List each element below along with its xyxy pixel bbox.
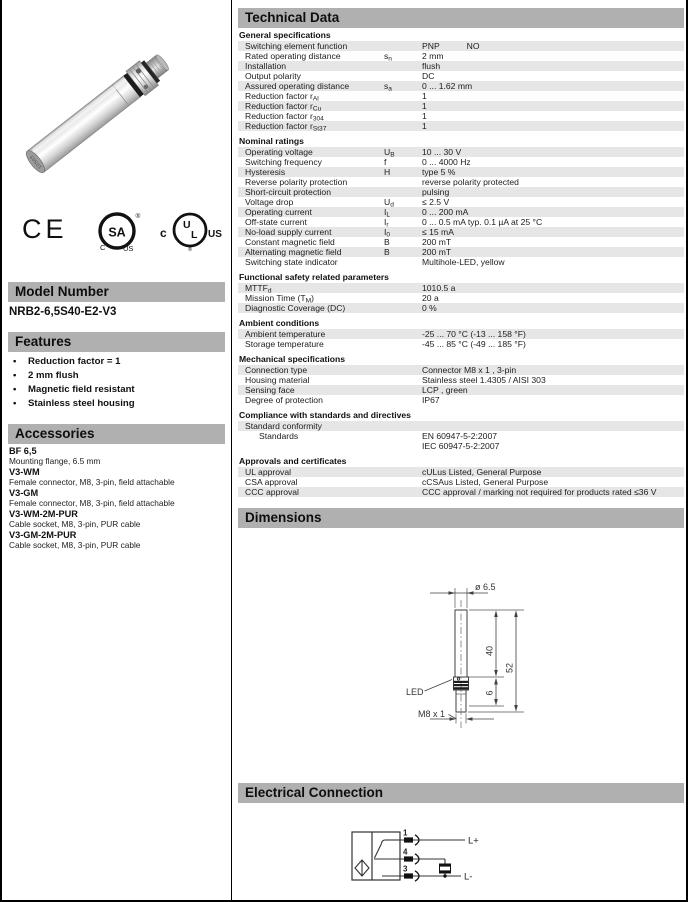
accessory-desc: Mounting flange, 6.5 mm bbox=[9, 455, 101, 466]
accessory-name: V3-WM-2M-PUR bbox=[9, 509, 78, 519]
certification-marks bbox=[0, 200, 232, 262]
spec-row bbox=[238, 293, 684, 303]
spec-symbol bbox=[384, 421, 422, 431]
ce-mark-icon: CE bbox=[22, 214, 68, 244]
spec-row bbox=[238, 187, 684, 197]
spec-value: flush bbox=[422, 60, 441, 71]
feature-text: Stainless steel housing bbox=[28, 398, 135, 409]
page-border-left bbox=[0, 0, 2, 902]
spec-label: Reduction factor $r_{St37}$ bbox=[245, 120, 327, 132]
feature-item bbox=[13, 371, 218, 381]
spec-symbol bbox=[384, 61, 422, 71]
spec-row bbox=[238, 167, 684, 177]
spec-section-title: Compliance with standards and directives bbox=[239, 409, 411, 420]
spec-row bbox=[238, 375, 684, 385]
spec-label: No-load supply current bbox=[245, 226, 332, 237]
dim-6-label: 6 bbox=[484, 690, 495, 696]
accessory-item bbox=[9, 467, 224, 487]
spec-value: 10 ... 30 V bbox=[422, 146, 462, 157]
spec-value: type 5 % bbox=[422, 166, 456, 177]
supply-minus-label: L- bbox=[464, 871, 473, 883]
spec-symbol: $s_a$ bbox=[384, 80, 392, 92]
spec-value: 0 % bbox=[422, 302, 437, 313]
spec-label: Installation bbox=[245, 60, 287, 71]
svg-text:SA: SA bbox=[108, 225, 126, 240]
spec-value: PNP NO bbox=[422, 40, 480, 51]
spec-symbol bbox=[384, 101, 422, 111]
bullet-icon: • bbox=[13, 384, 17, 395]
spec-row bbox=[238, 339, 684, 349]
accessory-item bbox=[9, 446, 224, 466]
svg-text:c: c bbox=[160, 226, 167, 240]
spec-row bbox=[238, 227, 684, 237]
bullet-icon: • bbox=[13, 370, 17, 381]
spec-label: Reduction factor $r_{Al}$ bbox=[245, 90, 319, 102]
pin-3-label: 3 bbox=[403, 864, 408, 874]
dim-52-label: 52 bbox=[504, 662, 515, 674]
spec-label: CSA approval bbox=[245, 476, 298, 487]
spec-section-title: Ambient conditions bbox=[239, 317, 320, 328]
spec-label: Output polarity bbox=[245, 70, 301, 81]
feature-text: Reduction factor = 1 bbox=[28, 356, 121, 367]
spec-row bbox=[238, 41, 684, 51]
spec-label: Switching element function bbox=[245, 40, 348, 51]
spec-symbol: B bbox=[384, 236, 390, 247]
spec-symbol bbox=[384, 257, 422, 267]
spec-value: 20 a bbox=[422, 292, 439, 303]
spec-row bbox=[238, 467, 684, 477]
spec-value: Stainless steel 1.4305 / AISI 303 bbox=[422, 374, 546, 385]
spec-symbol: B bbox=[384, 246, 390, 257]
spec-row bbox=[238, 237, 684, 247]
spec-row bbox=[238, 217, 684, 227]
spec-value: 200 mT bbox=[422, 246, 452, 257]
spec-symbol bbox=[384, 487, 422, 497]
spec-value: 1 bbox=[422, 120, 427, 131]
feature-item bbox=[13, 399, 218, 409]
dim-diameter-label: ø 6.5 bbox=[475, 582, 496, 592]
engraving-text: 10S03 bbox=[28, 153, 44, 170]
spec-symbol bbox=[384, 121, 422, 131]
spec-symbol bbox=[384, 293, 422, 303]
spec-section-title: Mechanical specifications bbox=[239, 353, 346, 364]
supply-plus-label: L+ bbox=[468, 835, 479, 847]
csa-mark-icon bbox=[100, 212, 141, 253]
spec-symbol bbox=[384, 339, 422, 349]
spec-symbol bbox=[384, 375, 422, 385]
connector-contacts bbox=[404, 835, 419, 881]
spec-label: CCC approval bbox=[245, 486, 299, 497]
spec-label: Housing material bbox=[245, 374, 310, 385]
dimensions-header: Dimensions bbox=[238, 508, 684, 528]
accessory-name: V3-GM-2M-PUR bbox=[9, 530, 77, 540]
spec-value: IP67 bbox=[422, 394, 440, 405]
spec-symbol bbox=[384, 395, 422, 405]
spec-label: Sensing face bbox=[245, 384, 295, 395]
spec-value: 1010.5 a bbox=[422, 282, 456, 293]
spec-value: reverse polarity protected bbox=[422, 176, 519, 187]
spec-symbol bbox=[384, 365, 422, 375]
spec-label: Voltage drop bbox=[245, 196, 294, 207]
spec-symbol bbox=[384, 431, 422, 451]
feature-item bbox=[13, 357, 218, 367]
spec-symbol bbox=[384, 283, 422, 293]
spec-symbol: $U_d$ bbox=[384, 196, 394, 208]
accessory-item bbox=[9, 509, 224, 529]
spec-symbol bbox=[384, 477, 422, 487]
spec-label: Ambient temperature bbox=[245, 328, 326, 339]
svg-text:®: ® bbox=[135, 213, 141, 220]
spec-label: Mission Time $(T_M)$ bbox=[245, 292, 315, 304]
technical-table bbox=[238, 28, 684, 497]
spec-label: Standards bbox=[259, 430, 299, 441]
spec-row bbox=[238, 283, 684, 293]
dim-40-label: 40 bbox=[484, 645, 495, 657]
spec-value: -45 ... 85 °C (-49 ... 185 °F) bbox=[422, 338, 526, 349]
ul-mark-icon bbox=[160, 214, 222, 253]
spec-symbol bbox=[384, 467, 422, 477]
svg-text:US: US bbox=[208, 229, 222, 240]
spec-value: 1 bbox=[422, 100, 427, 111]
knurl-rings bbox=[454, 681, 469, 690]
spec-value: CCC approval / marking not required for products rated ≤36 V bbox=[422, 486, 657, 497]
spec-value: Connector M8 x 1 , 3-pin bbox=[422, 364, 517, 375]
svg-text:C: C bbox=[100, 243, 106, 252]
spec-row bbox=[238, 329, 684, 339]
spec-row bbox=[238, 477, 684, 487]
spec-label: Storage temperature bbox=[245, 338, 324, 349]
spec-label: Operating current bbox=[245, 206, 312, 217]
spec-value: cCSAus Listed, General Purpose bbox=[422, 476, 549, 487]
spec-row bbox=[238, 157, 684, 167]
spec-symbol bbox=[384, 329, 422, 339]
feature-item bbox=[13, 385, 218, 395]
spec-symbol bbox=[384, 177, 422, 187]
spec-row bbox=[238, 385, 684, 395]
electrical-connection-header: Electrical Connection bbox=[238, 783, 684, 803]
spec-label: UL approval bbox=[245, 466, 292, 477]
spec-value: ≤ 15 mA bbox=[422, 226, 454, 237]
spec-value: pulsing bbox=[422, 186, 450, 197]
spec-symbol: $U_B$ bbox=[384, 146, 395, 158]
accessories-header: Accessories bbox=[8, 424, 225, 444]
svg-text:L: L bbox=[191, 229, 198, 241]
spec-label: Diagnostic Coverage (DC) bbox=[245, 302, 346, 313]
spec-row bbox=[238, 81, 684, 91]
spec-label: Standard conformity bbox=[245, 420, 322, 431]
switch-symbol bbox=[374, 840, 400, 876]
spec-value: -25 ... 70 °C (-13 ... 158 °F) bbox=[422, 328, 526, 339]
spec-row bbox=[238, 257, 684, 267]
spec-value: cULus Listed, General Purpose bbox=[422, 466, 542, 477]
spec-label: Assured operating distance bbox=[245, 80, 350, 91]
spec-row bbox=[238, 101, 684, 111]
accessory-desc: Female connector, M8, 3-pin, field attachable bbox=[9, 497, 175, 508]
accessory-name: BF 6,5 bbox=[9, 446, 37, 456]
spec-label: Short-circuit protection bbox=[245, 186, 331, 197]
spec-row bbox=[238, 71, 684, 81]
spec-row bbox=[238, 147, 684, 157]
spec-symbol bbox=[384, 71, 422, 81]
feature-text: Magnetic field resistant bbox=[28, 384, 135, 395]
sensor-body-graphic bbox=[22, 49, 174, 177]
spec-value: 1 bbox=[422, 90, 427, 101]
feature-text: 2 mm flush bbox=[28, 370, 79, 381]
spec-label: Alternating magnetic field bbox=[245, 246, 342, 257]
spec-row bbox=[238, 111, 684, 121]
accessory-item bbox=[9, 488, 224, 508]
features-list bbox=[13, 357, 218, 413]
spec-value: LCP , green bbox=[422, 384, 468, 395]
accessory-desc: Female connector, M8, 3-pin, field attachable bbox=[9, 476, 175, 487]
dimension-drawing bbox=[232, 530, 688, 780]
bullet-icon: • bbox=[13, 356, 17, 367]
spec-section-title: Approvals and certificates bbox=[239, 455, 347, 466]
spec-label: Switching frequency bbox=[245, 156, 322, 167]
spec-symbol: f bbox=[384, 156, 387, 167]
spec-value: 0 ... 200 mA bbox=[422, 206, 469, 217]
spec-symbol: $I_0$ bbox=[384, 226, 391, 238]
svg-text:U: U bbox=[183, 219, 191, 231]
spec-symbol bbox=[384, 91, 422, 101]
thread-label: M8 x 1 bbox=[418, 709, 446, 719]
spec-row bbox=[238, 421, 684, 431]
pin-4-label: 4 bbox=[403, 847, 408, 857]
bullet-icon: • bbox=[13, 398, 17, 409]
spec-value: Multihole-LED, yellow bbox=[422, 256, 505, 267]
spec-row bbox=[238, 395, 684, 405]
spec-label: Degree of protection bbox=[245, 394, 323, 405]
spec-label: Rated operating distance bbox=[245, 50, 341, 61]
accessory-desc: Cable socket, M8, 3-pin, PUR cable bbox=[9, 518, 141, 529]
spec-symbol bbox=[384, 303, 422, 313]
spec-row bbox=[238, 61, 684, 71]
sensor-symbol bbox=[355, 860, 369, 876]
spec-value: 0 ... 1.62 mm bbox=[422, 80, 473, 91]
svg-text:®: ® bbox=[188, 247, 193, 253]
product-photo bbox=[8, 6, 224, 196]
spec-row bbox=[238, 121, 684, 131]
spec-symbol bbox=[384, 41, 422, 51]
accessories-list bbox=[9, 446, 224, 551]
pin-1-label: 1 bbox=[403, 828, 408, 838]
spec-symbol: H bbox=[384, 166, 391, 177]
spec-label: Reverse polarity protection bbox=[245, 176, 348, 187]
led-label: LED bbox=[406, 687, 424, 697]
accessory-desc: Cable socket, M8, 3-pin, PUR cable bbox=[9, 539, 141, 550]
spec-row bbox=[238, 303, 684, 313]
spec-section-title: Nominal ratings bbox=[239, 135, 304, 146]
spec-label: $MTTF_d$ bbox=[245, 282, 272, 294]
svg-text:US: US bbox=[123, 244, 134, 253]
spec-value: 2 mm bbox=[422, 50, 444, 61]
spec-value: ≤ 2.5 V bbox=[422, 196, 450, 207]
spec-value: 200 mT bbox=[422, 236, 452, 247]
spec-label: Connection type bbox=[245, 364, 308, 375]
spec-symbol bbox=[384, 111, 422, 121]
wiring-diagram bbox=[232, 815, 688, 900]
accessory-item bbox=[9, 530, 224, 550]
spec-symbol bbox=[384, 187, 422, 197]
model-number-value: NRB2-6,5S40-E2-V3 bbox=[9, 306, 117, 318]
spec-row bbox=[238, 487, 684, 497]
model-number-header: Model Number bbox=[8, 282, 225, 302]
spec-value: 0 ... 0.5 mA typ. 0.1 µA at 25 °C bbox=[422, 216, 543, 227]
spec-row bbox=[238, 177, 684, 187]
spec-label: Hysteresis bbox=[245, 166, 286, 177]
spec-row bbox=[238, 207, 684, 217]
accessory-name: V3-GM bbox=[9, 488, 39, 498]
spec-row bbox=[238, 431, 684, 451]
accessory-name: V3-WM bbox=[9, 467, 40, 477]
spec-label: Switching state indicator bbox=[245, 256, 338, 267]
spec-symbol: $s_n$ bbox=[384, 50, 392, 62]
spec-value: DC bbox=[422, 70, 435, 81]
spec-section-title: General specifications bbox=[239, 29, 331, 40]
spec-value: 0 ... 4000 Hz bbox=[422, 156, 471, 167]
spec-label: Constant magnetic field bbox=[245, 236, 335, 247]
features-header: Features bbox=[8, 332, 225, 352]
spec-label: Off-state current bbox=[245, 216, 307, 227]
spec-section-title: Functional safety related parameters bbox=[239, 271, 389, 282]
spec-symbol: $I_r$ bbox=[384, 216, 389, 228]
spec-label: Reduction factor $r_{Cu}$ bbox=[245, 100, 322, 112]
spec-row bbox=[238, 51, 684, 61]
spec-row bbox=[238, 247, 684, 257]
spec-symbol: $I_L$ bbox=[384, 206, 391, 218]
technical-data-header: Technical Data bbox=[238, 8, 684, 28]
spec-value bbox=[422, 421, 684, 431]
spec-label: Operating voltage bbox=[245, 146, 313, 157]
spec-row bbox=[238, 365, 684, 375]
spec-label: Reduction factor $r_{304}$ bbox=[245, 110, 324, 122]
spec-value-2: NO bbox=[466, 40, 480, 51]
spec-value: EN 60947-5-2:2007 IEC 60947-5-2:2007 bbox=[422, 430, 500, 451]
spec-value: 1 bbox=[422, 110, 427, 121]
spec-row bbox=[238, 91, 684, 101]
spec-symbol bbox=[384, 385, 422, 395]
spec-row bbox=[238, 197, 684, 207]
